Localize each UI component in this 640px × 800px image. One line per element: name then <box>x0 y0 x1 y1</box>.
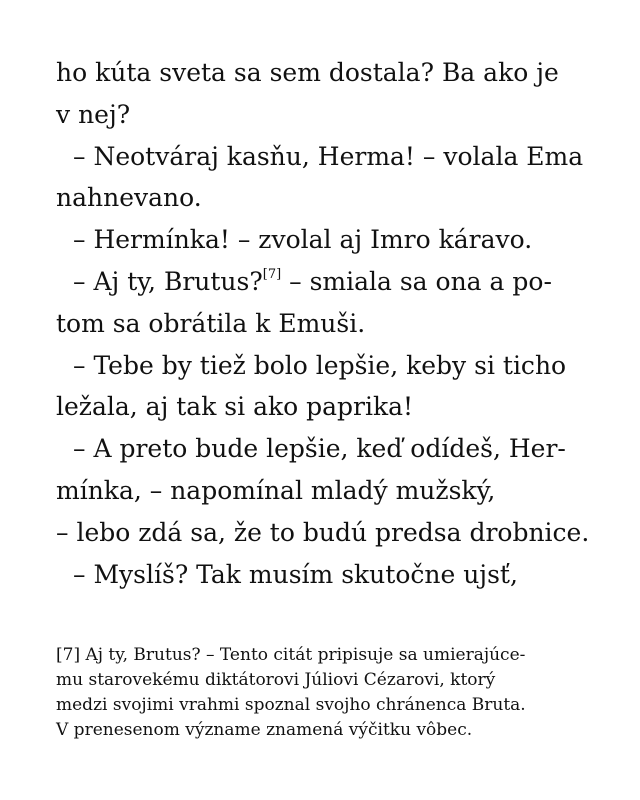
text-line: mínka, – napomínal mladý mužský, <box>56 475 496 505</box>
footnote-line: [7] Aj ty, Brutus? – Tento citát pripisuje sa umierajúce- <box>56 645 526 665</box>
text-line: – lebo zdá sa, že to budú predsa drobnice. <box>56 517 590 547</box>
brutus-text: – Aj ty, Brutus? <box>73 266 263 296</box>
text-line: – Myslíš? Tak musím skutočne ujsť, <box>73 559 518 589</box>
footnote-line: mu starovekému diktátorovi Júliovi Cézarovi, ktorý <box>56 670 496 690</box>
text-line: – Tebe by tiež bolo lepšie, keby si ticho <box>73 350 567 380</box>
footnote-line: V prenesenom význame znamená výčitku vôbec. <box>56 720 473 740</box>
footnote-reference-7[interactable]: [7] <box>262 266 282 282</box>
continuation-text: – smiala sa ona a po- <box>281 266 552 296</box>
text-line: nahnevano. <box>56 183 202 213</box>
footnote <box>56 643 596 743</box>
text-line: ležala, aj tak si ako paprika! <box>56 392 414 422</box>
main-text <box>56 52 596 595</box>
text-line <box>56 261 596 303</box>
footnote-line: medzi svojimi vrahmi spoznal svojho chránenca Bruta. <box>56 695 526 715</box>
text-line: – Hermínka! – zvolal aj Imro káravo. <box>73 225 533 255</box>
text-line: v nej? <box>56 99 131 129</box>
text-line: ho kúta sveta sa sem dostala? Ba ako je <box>56 58 559 87</box>
text-line: tom sa obrátila k Emuši. <box>56 308 366 338</box>
text-line: – A preto bude lepšie, keď odídeš, Her- <box>73 434 566 464</box>
text-line: – Neotváraj kasňu, Herma! – volala Ema <box>73 141 584 171</box>
